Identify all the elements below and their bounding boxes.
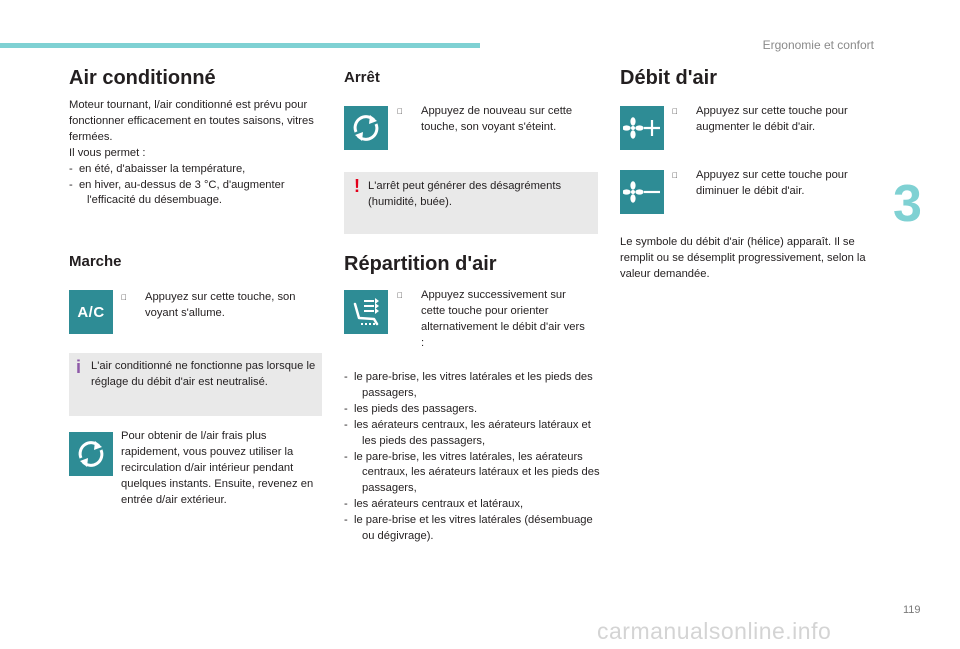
- chapter-number: 3: [893, 175, 922, 233]
- arret-title: Arrêt: [344, 69, 380, 86]
- list-item: - en été, d'abaisser la température,: [69, 162, 246, 175]
- warning-note: [344, 172, 598, 234]
- watermark: carmanualsonline.info: [597, 618, 832, 644]
- warning-note-text: L'arrêt peut générer des désagréments (humidité, buée).: [368, 180, 562, 208]
- debit-decrease-instruction: Appuyez sur cette touche pour diminuer le débit d'air.: [672, 168, 867, 200]
- checkbox-bullet-icon: [672, 104, 678, 120]
- intro-line: Il vous permet :: [69, 146, 146, 159]
- warning-icon: !: [354, 176, 360, 196]
- debit-description: Le symbole du débit d'air (hélice) apparaît. Il se remplit ou se désemplit progressivement, selon la valeur demandée.: [620, 236, 866, 280]
- page-number: 119: [903, 604, 921, 616]
- list-item: - les aérateurs centraux, les aérateurs latéraux et les pieds des passagers,: [344, 418, 591, 447]
- air-conditionne-title: Air conditionné: [69, 67, 216, 89]
- marche-instruction: Appuyez sur cette touche, son voyant s'allume.: [121, 290, 316, 322]
- intro-line: Moteur tournant, l/air conditionné est prévu pour fonctionner efficacement en toutes saisons, vitres fermées.: [69, 99, 314, 143]
- ac-button-icon: [69, 290, 113, 334]
- fan-plus-icon: [623, 115, 661, 141]
- list-item: - les pieds des passagers.: [344, 402, 478, 415]
- air-conditionne-intro: [69, 98, 319, 209]
- recirculation-icon: [69, 432, 113, 476]
- repartition-title: Répartition d'air: [344, 253, 497, 275]
- info-note: [69, 353, 322, 416]
- list-item: - le pare-brise, les vitres latérales et les pieds des passagers,: [344, 371, 593, 399]
- info-icon: i: [76, 357, 82, 377]
- recirculation-arrows-icon: [349, 111, 383, 145]
- recirculation-off-icon: [344, 106, 388, 150]
- list-item: - le pare-brise, les vitres latérales, les aérateurs centraux, les aérateurs latéraux et les pieds des passagers,: [344, 450, 600, 495]
- ac-button-label: A/C: [77, 303, 105, 321]
- chapter-header-title: Ergonomie et confort: [762, 38, 874, 52]
- header-accent-bar: [0, 43, 480, 48]
- list-item: - le pare-brise et les vitres latérales (désembuage ou dégivrage).: [344, 514, 593, 543]
- seat-airflow-icon: [348, 294, 384, 330]
- debit-title: Débit d'air: [620, 67, 717, 89]
- recirculation-text: Pour obtenir de l/air frais plus rapidement, vous pouvez utiliser la recirculation d/air intérieur pendant quelques instants. Ensuite, revenez en entrée d/air extérieur.: [121, 430, 314, 506]
- recirculation-arrows-icon: [74, 437, 108, 471]
- marche-title: Marche: [69, 253, 122, 270]
- list-item: - les aérateurs centraux et latéraux,: [344, 498, 524, 511]
- debit-increase-instruction: Appuyez sur cette touche pour augmenter le débit d'air.: [672, 104, 867, 136]
- list-item: - en hiver, au-dessus de 3 °C, d'augmenter l'efficacité du désembuage.: [69, 178, 285, 207]
- checkbox-bullet-icon: [397, 288, 403, 304]
- fan-minus-icon: [623, 179, 661, 205]
- repartition-list: [344, 370, 602, 545]
- repartition-instruction: Appuyez successivement sur cette touche pour orienter alternativement le débit d'air vers :: [397, 288, 587, 352]
- checkbox-bullet-icon: [397, 104, 403, 120]
- checkbox-bullet-icon: [121, 290, 127, 306]
- info-note-text: L'air conditionné ne fonctionne pas lorsque le réglage du débit d'air est neutralisé.: [91, 360, 316, 388]
- fan-increase-icon: [620, 106, 664, 150]
- checkbox-bullet-icon: [672, 168, 678, 184]
- air-distribution-icon: [344, 290, 388, 334]
- fan-decrease-icon: [620, 170, 664, 214]
- arret-instruction: Appuyez de nouveau sur cette touche, son voyant s'éteint.: [397, 104, 592, 136]
